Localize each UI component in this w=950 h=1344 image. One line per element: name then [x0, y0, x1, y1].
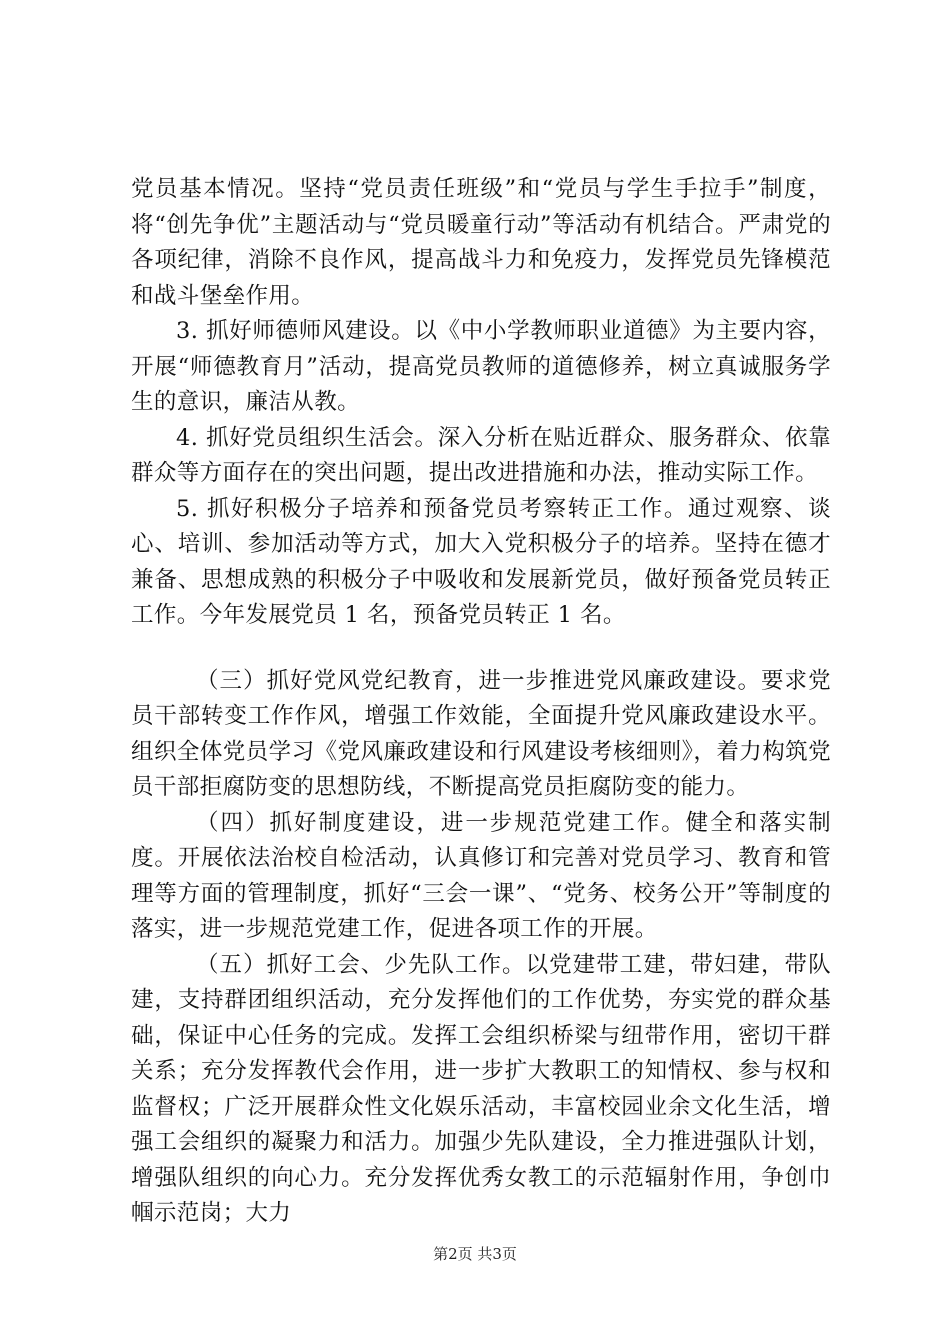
- document-body: [131, 172, 831, 1232]
- page-footer: 第2页 共3页: [433, 1245, 517, 1263]
- paragraph-section-3: （三）抓好党风党纪教育，进一步推进党风廉政建设。要求党员干部转变工作作风，增强工作效能，全面提升党风廉政建设水平。组织全体党员学习《党风廉政建设和行风建设考核细则》，着力构筑党员干部拒腐防变的思想防线，不断提高党员拒腐防变的能力。: [131, 667, 831, 800]
- paragraph-section-5: （五）抓好工会、少先队工作。以党建带工建，带妇建，带队建，支持群团组织活动，充分发挥他们的工作优势，夯实党的群众基础，保证中心任务的完成。发挥工会组织桥梁与纽带作用，密切干群关系；充分发挥教代会作用，进一步扩大教职工的知情权、参与权和监督权；广泛开展群众性文化娱乐活动，丰富校园业余文化生活，增强工会组织的凝聚力和活力。加强少先队建设，全力推进强队计划，增强队组织的向心力。充分发挥优秀女教工的示范辐射作用，争创巾帼示范岗；大力: [131, 951, 831, 1226]
- paragraph-item-5: 5. 抓好积极分子培养和预备党员考察转正工作。通过观察、谈心、培训、参加活动等方式，加大入党积极分子的培养。坚持在德才兼备、思想成熟的积极分子中吸收和发展新党员，做好预备党员转正工作。今年发展党员 1 名，预备党员转正 1 名。: [131, 495, 831, 628]
- paragraph-item-4: 4. 抓好党员组织生活会。深入分析在贴近群众、服务群众、依靠群众等方面存在的突出问题，提出改进措施和办法，推动实际工作。: [131, 424, 831, 486]
- paragraph-section-4: （四）抓好制度建设，进一步规范党建工作。健全和落实制度。开展依法治校自检活动，认真修订和完善对党员学习、教育和管理等方面的管理制度，抓好“三会一课”、“党务、校务公开”等制度的落实，进一步规范党建工作，促进各项工作的开展。: [131, 809, 831, 942]
- paragraph-continuation: 党员基本情况。坚持“党员责任班级”和“党员与学生手拉手”制度，将“创先争优”主题活动与“党员暖童行动”等活动有机结合。严肃党的各项纪律，消除不良作风，提高战斗力和免疫力，发挥党员先锋模范和战斗堡垒作用。: [131, 176, 831, 309]
- paragraph-item-3: 3. 抓好师德师风建设。以《中小学教师职业道德》为主要内容，开展“师德教育月”活动，提高党员教师的道德修养，树立真诚服务学生的意识，廉洁从教。: [131, 318, 831, 415]
- paragraph-spacer: [131, 634, 831, 664]
